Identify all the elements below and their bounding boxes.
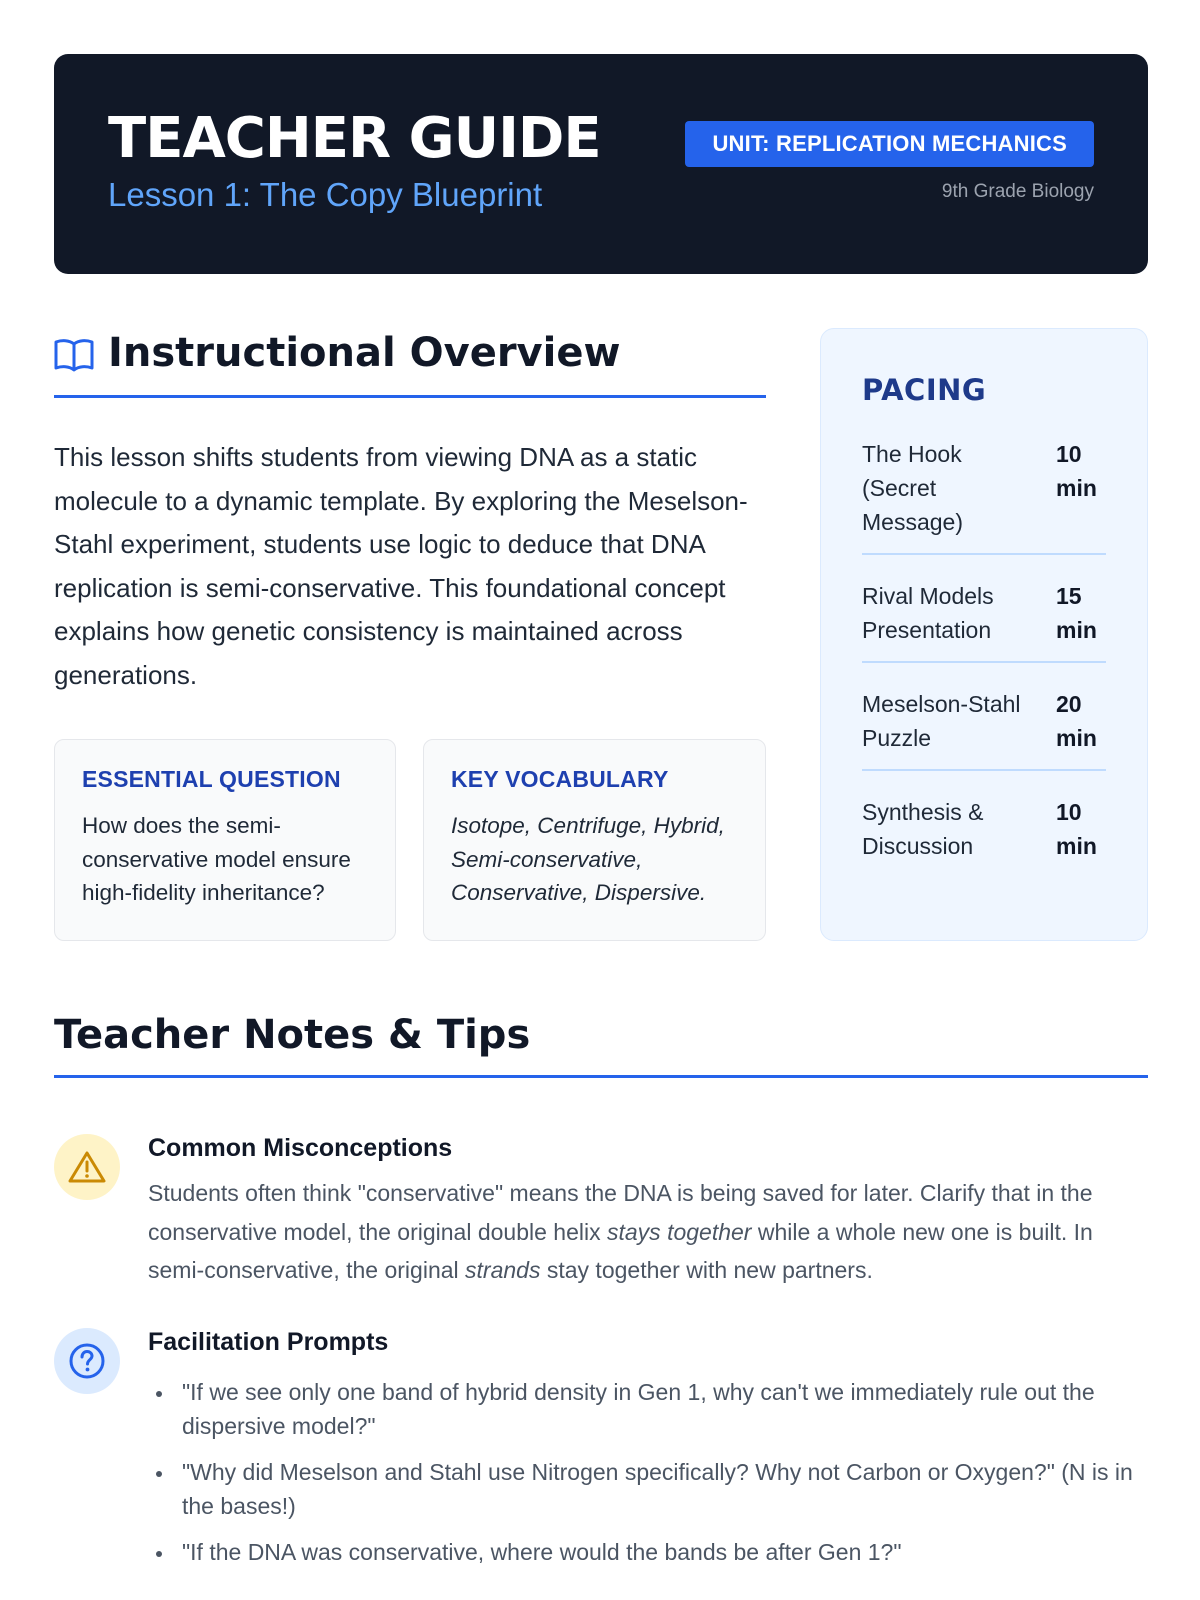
- warning-icon: [54, 1134, 120, 1200]
- list-item: "If we see only one band of hybrid density in Gen 1, why can't we immediately rule out the dispersive model?": [148, 1376, 1148, 1443]
- facilitation-prompts-list: [148, 1376, 1148, 1583]
- lesson-subtitle: Lesson 1: The Copy Blueprint: [108, 176, 543, 213]
- pacing-time: 20 min: [1056, 691, 1097, 751]
- pacing-activity: Rival Models Presentation: [862, 583, 994, 643]
- header-banner: [54, 54, 1148, 274]
- key-vocabulary-text: Isotope, Centrifuge, Hybrid, Semi-conservative, Conservative, Dispersive.: [451, 813, 725, 905]
- pacing-time: 10 min: [1056, 441, 1097, 501]
- overview-heading: Instructional Overview: [108, 330, 621, 376]
- pacing-list: [862, 433, 1106, 877]
- pacing-activity: Meselson-Stahl Puzzle: [862, 691, 1021, 751]
- grade-label: 9th Grade Biology: [941, 181, 1094, 202]
- essential-question-card: [54, 739, 396, 941]
- unit-badge: UNIT: REPLICATION MECHANICS: [685, 121, 1094, 167]
- pacing-row: [862, 433, 1106, 555]
- book-icon: [54, 338, 94, 372]
- essential-question-text: How does the semi-conservative model ensure high-fidelity inheritance?: [82, 813, 351, 905]
- pacing-row: [862, 683, 1106, 771]
- notes-heading: Teacher Notes & Tips: [54, 1012, 531, 1058]
- pacing-time: 15 min: [1056, 583, 1097, 643]
- question-icon: [54, 1328, 120, 1394]
- key-vocabulary-card: [423, 739, 766, 941]
- notes-heading-bar: [54, 1010, 1148, 1078]
- pacing-activity: Synthesis & Discussion: [862, 799, 984, 859]
- essential-question-title: ESSENTIAL QUESTION: [82, 766, 341, 792]
- pacing-panel: [820, 328, 1148, 941]
- overview-text: This lesson shifts students from viewing DNA as a static molecule to a dynamic template. By exploring the Meselson-Stahl experiment, students use logic to deduce that DNA replication is semi-conservative. This foundational concept explains how genetic consistency is maintained across generations.: [54, 442, 748, 690]
- page-title: TEACHER GUIDE: [108, 106, 601, 171]
- pacing-time: 10 min: [1056, 799, 1097, 859]
- facilitation-title: Facilitation Prompts: [148, 1328, 389, 1356]
- misconceptions-title: Common Misconceptions: [148, 1134, 453, 1162]
- pacing-row: [862, 575, 1106, 663]
- pacing-activity: The Hook (Secret Message): [862, 441, 963, 535]
- key-vocabulary-title: KEY VOCABULARY: [451, 766, 669, 792]
- pacing-title: PACING: [862, 373, 987, 407]
- list-item: "Why did Meselson and Stahl use Nitrogen specifically? Why not Carbon or Oxygen?" (N is in the bases!): [148, 1456, 1148, 1523]
- pacing-row: [862, 791, 1106, 877]
- list-item: "If the DNA was conservative, where would the bands be after Gen 1?": [148, 1536, 1148, 1570]
- misconceptions-text: Students often think "conservative" means the DNA is being saved for later. Clarify that in the conservative model, the original double helix stays together while a whole new one is built. In semi-conservative, the original strands stay together with new partners.: [148, 1180, 1093, 1283]
- overview-heading-bar: [54, 326, 766, 398]
